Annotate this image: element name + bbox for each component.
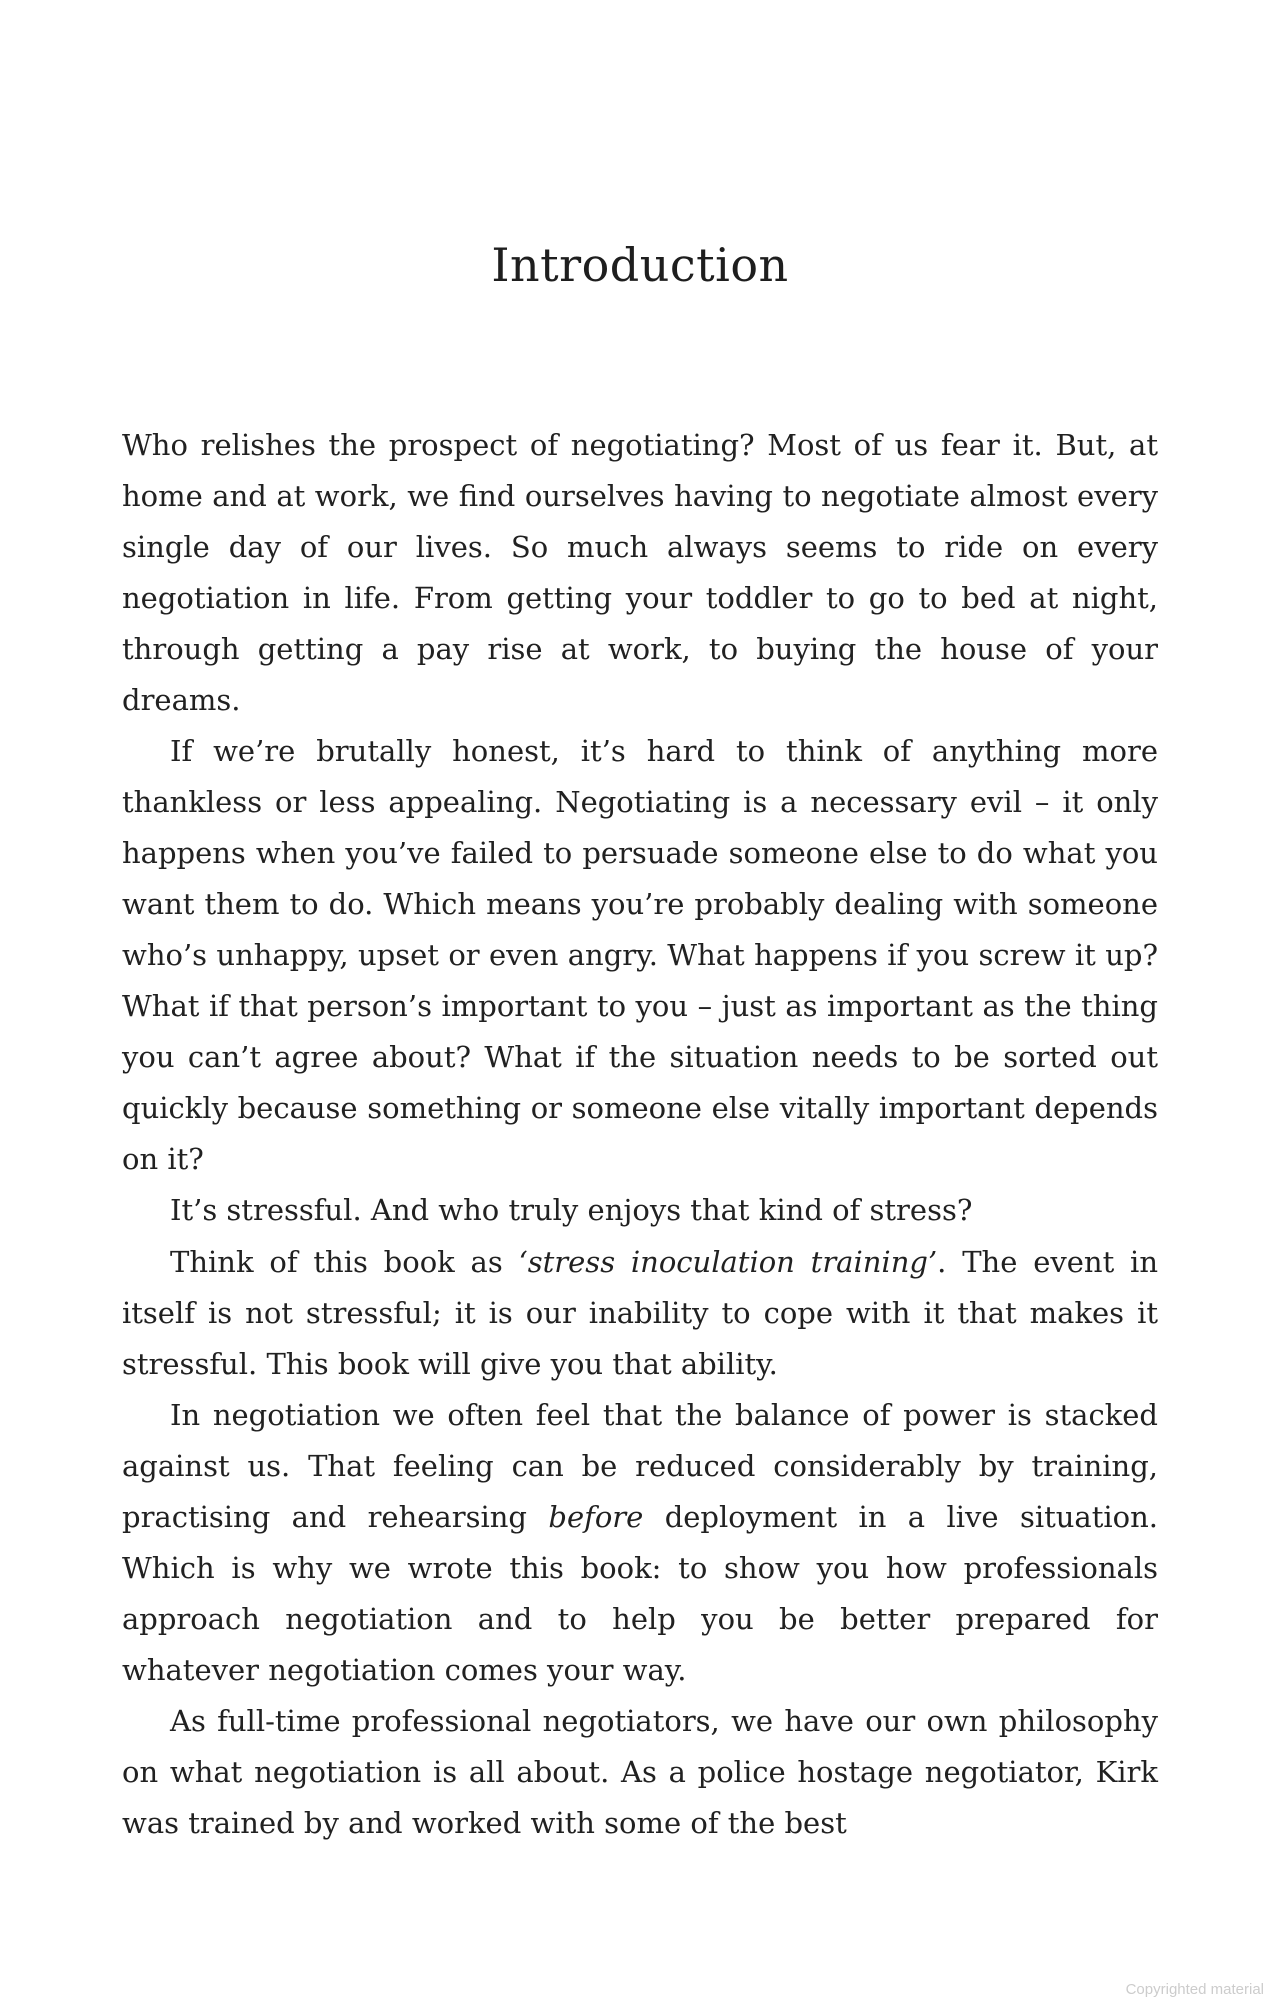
text-run: As full-time professional negotiators, we have our own philosophy on what negotiation is all about. As a police hostage negotiator, Kirk was trained by and worked with some of the best (122, 1703, 1158, 1840)
chapter-title: Introduction (491, 238, 789, 292)
text-run: In negotiation we often feel that the balance of power is stacked against us. That feeling can be reduced considerably by training, practising and rehearsing (122, 1397, 1158, 1534)
paragraph (122, 420, 1158, 726)
text-run: Think of this book as (170, 1244, 519, 1279)
paragraph (122, 1696, 1158, 1849)
text-run: It’s stressful. And who truly enjoys that kind of stress? (170, 1193, 973, 1228)
paragraph (122, 1237, 1158, 1390)
text-run: . The event in itself is not stressful; it is our inability to cope with it that makes it stressful. This book will give you that ability. (122, 1244, 1159, 1381)
paragraph (122, 726, 1158, 1185)
body-text (122, 420, 1158, 1849)
copyright-watermark: Copyrighted material (1125, 1981, 1264, 1998)
paragraph (122, 1390, 1158, 1696)
paragraph (122, 1185, 1158, 1236)
text-run: Who relishes the prospect of negotiating? Most of us fear it. But, at home and at work, we find ourselves having to negotiate almost every single day of our lives. So much always seems to ride on every negotiation in life. From getting your toddler to go to bed at night, through getting a pay rise at work, to buying the house of your dreams. (122, 428, 1158, 718)
text-run: If we’re brutally honest, it’s hard to think of anything more thankless or less appealing. Negotiating is a necessary evil – it only happens when you’ve failed to persuade someone else to do what you want them to do. Which means you’re probably dealing with someone who’s unhappy, upset or even angry. What happens if you screw it up? What if that person’s important to you – just as important as the thing you can’t agree about? What if the situation needs to be sorted out quickly because something or someone else vitally important depends on it? (122, 734, 1158, 1177)
italic-text-run: before (548, 1499, 644, 1534)
text-run: deployment in a live situation. Which is why we wrote this book: to show you how professionals approach negotiation and to help you be better prepared for whatever negotiation comes your way. (122, 1499, 1159, 1687)
italic-text-run: ‘stress inoculation training’ (518, 1244, 938, 1279)
